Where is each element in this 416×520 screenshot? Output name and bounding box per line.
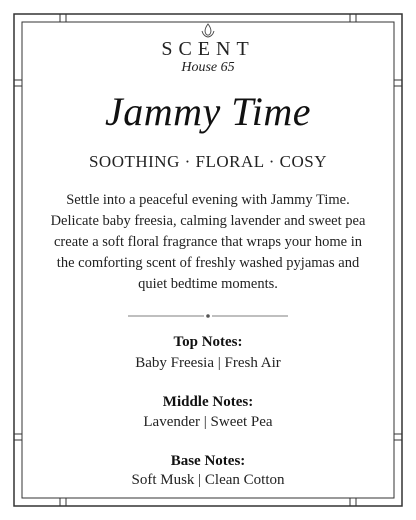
top-notes-value: Baby Freesia | Fresh Air: [135, 355, 281, 371]
base-notes-label: Base Notes:: [170, 453, 246, 469]
middle-notes-label: Middle Notes:: [162, 394, 254, 410]
middle-notes-value: Lavender | Sweet Pea: [143, 414, 273, 430]
product-title: Jammy Time: [104, 89, 312, 134]
top-notes-label: Top Notes:: [173, 334, 243, 350]
base-notes-value: Soft Musk | Clean Cotton: [131, 472, 285, 488]
brand-name: SCENT: [161, 38, 255, 60]
section-divider: [128, 312, 288, 320]
product-tagline: SOOTHING · FLORAL · COSY: [88, 152, 328, 171]
flame-icon: [199, 23, 217, 39]
product-description: Settle into a peaceful evening with Jammy Time. Delicate baby freesia, calming lavender and sweet pea create a soft floral fragrance that wraps your home in the comforting scent of freshly washed pyjamas and quiet bedtime moments.: [50, 192, 366, 292]
brand-subname: House 65: [181, 60, 235, 75]
